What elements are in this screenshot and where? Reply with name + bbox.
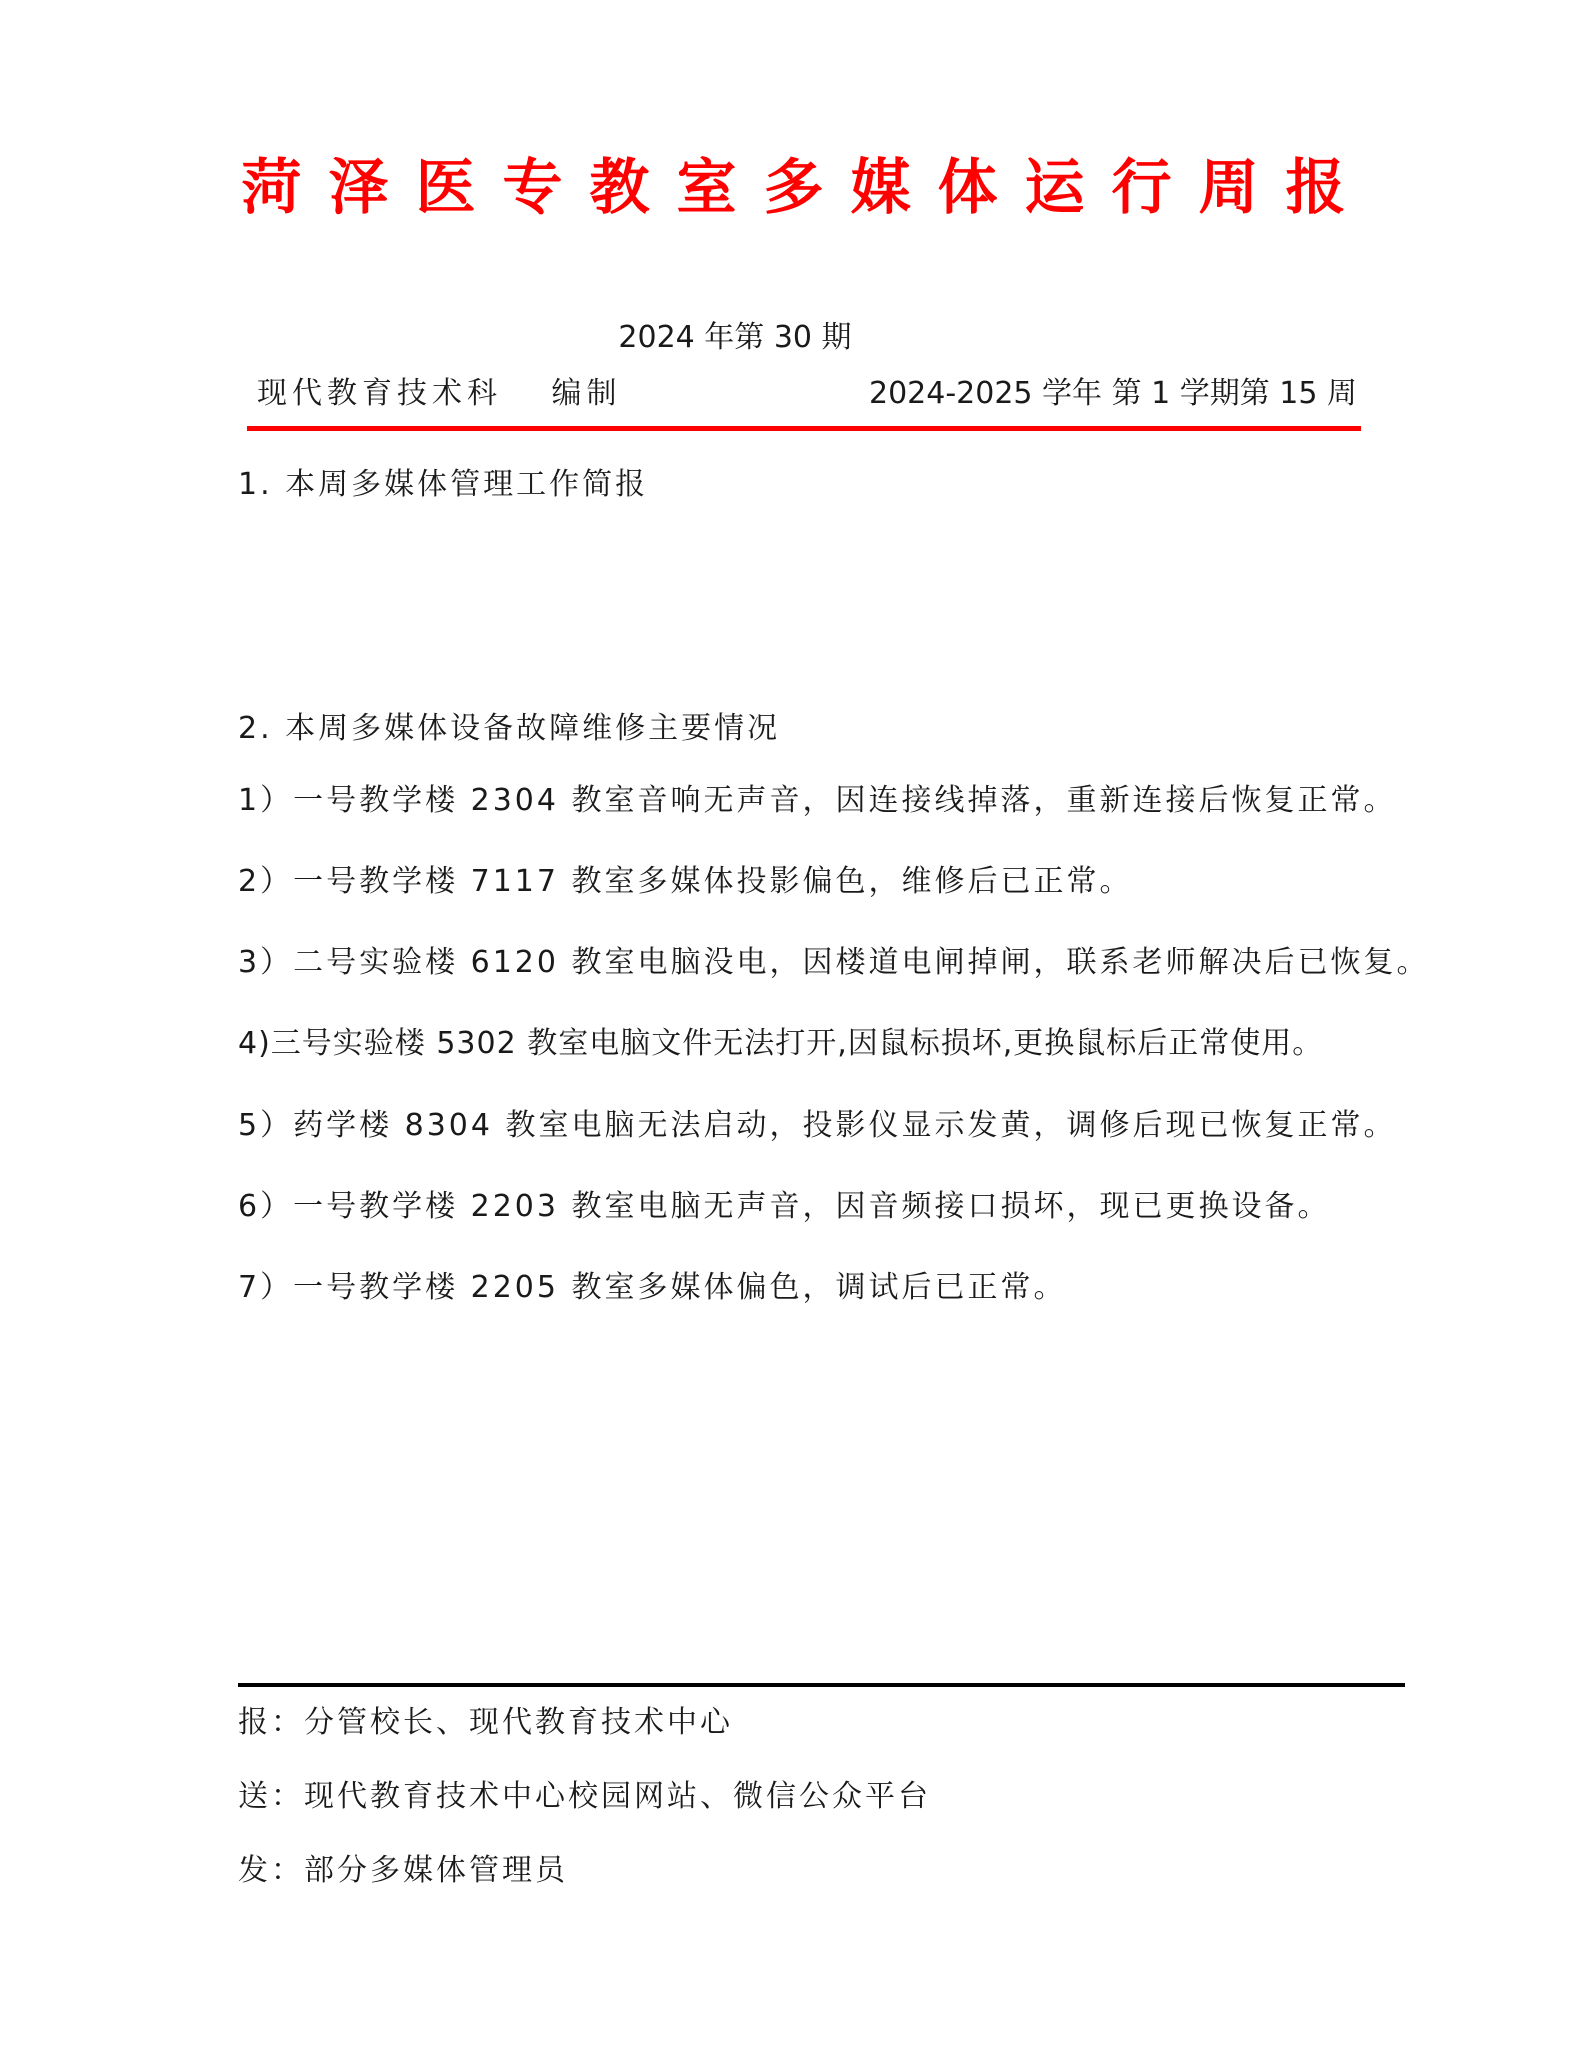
header-divider — [247, 426, 1361, 431]
repair-item-3: 3）二号实验楼 6120 教室电脑没电，因楼道电闸掉闸，联系老师解决后已恢复。 — [238, 945, 1430, 980]
bulletin-title: 菏泽医专教室多媒体运行周报 — [241, 153, 1373, 223]
repair-item-6: 6）一号教学楼 2203 教室电脑无声音，因音频接口损坏，现已更换设备。 — [238, 1189, 1331, 1224]
repair-item-1: 1）一号教学楼 2304 教室音响无声音，因连接线掉落，重新连接后恢复正常。 — [238, 783, 1397, 818]
issue-to: 发：部分多媒体管理员 — [238, 1853, 568, 1888]
section-1-heading: 1. 本周多媒体管理工作简报 — [238, 467, 649, 502]
repair-item-7: 7）一号教学楼 2205 教室多媒体偏色，调试后已正常。 — [238, 1270, 1067, 1305]
repair-item-5: 5）药学楼 8304 教室电脑无法启动，投影仪显示发黄，调修后现已恢复正常。 — [238, 1108, 1397, 1143]
report-to: 报：分管校长、现代教育技术中心 — [238, 1705, 733, 1740]
academic-term: 2024-2025 学年 第 1 学期第 15 周 — [869, 376, 1357, 411]
footer-divider — [238, 1683, 1405, 1687]
issue-number: 2024 年第 30 期 — [618, 320, 852, 355]
send-to: 送：现代教育技术中心校园网站、微信公众平台 — [238, 1779, 931, 1814]
section-2-heading: 2. 本周多媒体设备故障维修主要情况 — [238, 711, 781, 746]
repair-item-4: 4)三号实验楼 5302 教室电脑文件无法打开,因鼠标损坏,更换鼠标后正常使用。 — [238, 1026, 1324, 1061]
editor-department: 现代教育技术科 编制 — [257, 376, 622, 411]
repair-item-2: 2）一号教学楼 7117 教室多媒体投影偏色，维修后已正常。 — [238, 864, 1133, 899]
